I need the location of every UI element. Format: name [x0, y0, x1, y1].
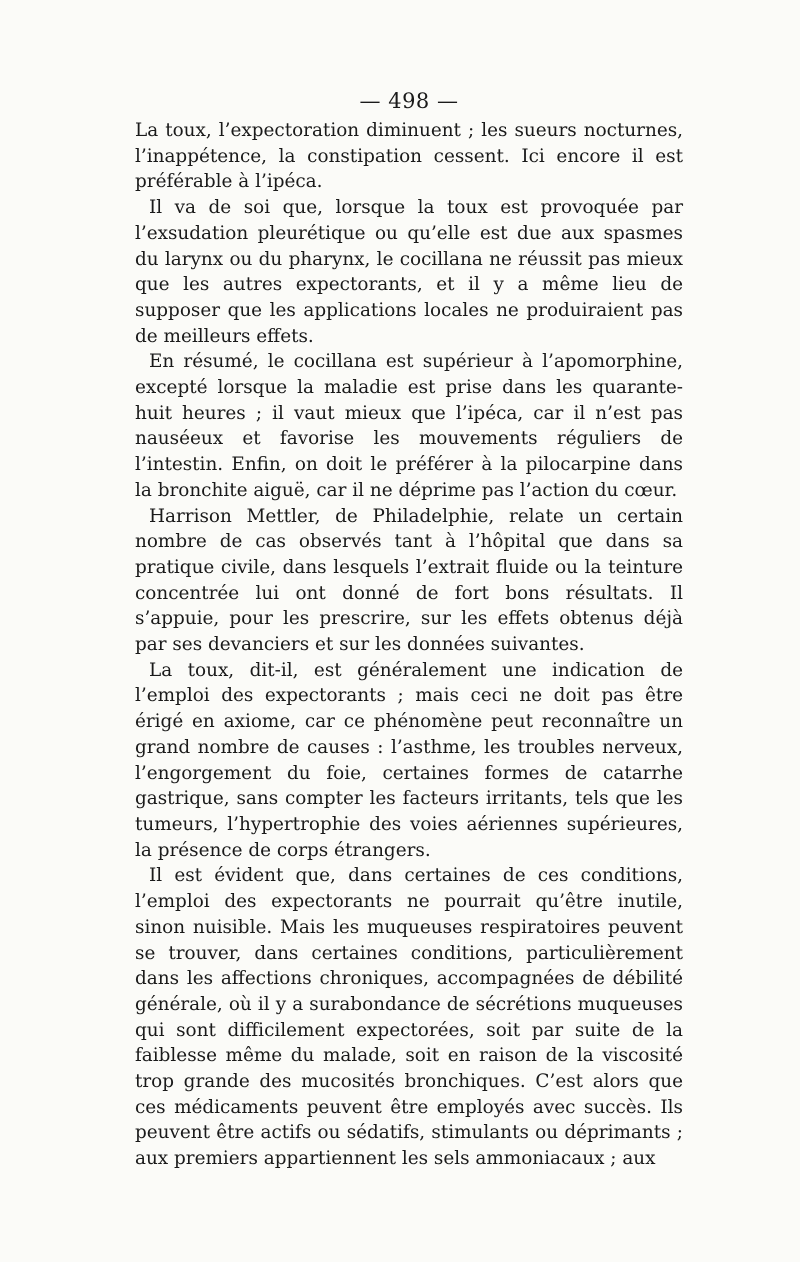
paragraph-4: Harrison Mettler, de Philadelphie, relate un certain nombre de cas observés tant à l’hôpital que dans sa pratique civile, dans lesquels l’extrait fluide ou la teinture concentrée lui ont donné de fort bons résultats. Il s’appuie, pour les prescrire, sur les effets obtenus déjà par ses devanciers et sur les données suivantes.	[135, 505, 683, 656]
paragraph-6: Il est évident que, dans certaines de ces conditions, l’emploi des expectorants ne pourrait qu’être inutile, sinon nuisible. Mais les muqueuses respiratoires peuvent se trouver, dans certaines conditions, particulièrement dans les affections chroniques, accompagnées de débilité générale, où il y a surabondance de sécrétions muqueuses qui sont difficilement expectorées, soit par suite de la faiblesse même du malade, soit en raison de la viscosité trop grande des mucosités bronchiques. C’est alors que ces médicaments peuvent être employés avec succès. Ils peuvent être actifs ou sédatifs, stimulants ou déprimants ; aux premiers appartiennent les sels ammoniacaux ; aux	[135, 865, 683, 1170]
book-page	[135, 88, 683, 1172]
paragraph-5: La toux, dit-il, est généralement une indication de l’emploi des expectorants ; mais ceci ne doit pas être érigé en axiome, car ce phénomène peut reconnaître un grand nombre de causes : l’asthme, les troubles nerveux, l’engorgement du foie, certaines formes de catarrhe gastrique, sans compter les facteurs irritants, tels que les tumeurs, l’hypertrophie des voies aériennes supérieures, la présence de corps étrangers.	[135, 659, 683, 861]
paragraph-3: En résumé, le cocillana est supérieur à l’apomorphine, excepté lorsque la maladie est prise dans les quarante-huit heures ; il vaut mieux que l’ipéca, car il n’est pas nauséeux et favorise les mouvements réguliers de l’intestin. Enfin, on doit le préférer à la pilocarpine dans la bronchite aiguë, car il ne déprime pas l’action du cœur.	[135, 351, 683, 501]
paragraph-2: Il va de soi que, lorsque la toux est provoquée par l’exsudation pleurétique ou qu’elle est due aux spasmes du larynx ou du pharynx, le cocillana ne réussit pas mieux que les autres expectorants, et il y a même lieu de supposer que les applications locales ne produiraient pas de meilleurs effets.	[135, 197, 683, 347]
paragraph-1: La toux, l’expectoration diminuent ; les sueurs nocturnes, l’inappétence, la constipation cessent. Ici encore il est préférable à l’ipéca.	[135, 120, 683, 193]
page-number: — 498 —	[359, 89, 459, 113]
